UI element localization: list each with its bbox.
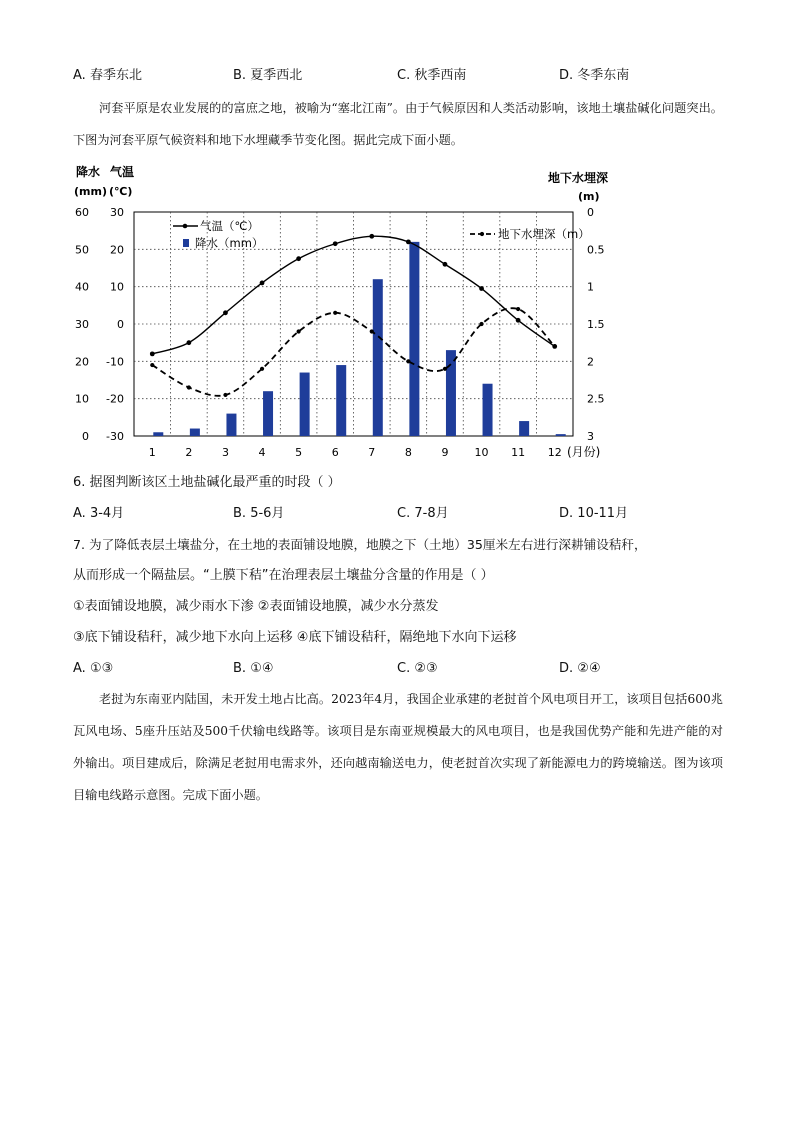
depth-tick-label: 0 <box>587 206 594 219</box>
q7-stem-line1: 7. 为了降低表层土壤盐分，在土地的表面铺设地膜，地膜之下（土地）35厘米左右进行深耕铺设秸秆， <box>73 537 647 552</box>
temperature-point <box>443 262 448 267</box>
depth-axis-title: 地下水埋深 <box>548 171 609 185</box>
precip-tick-label: 20 <box>75 355 89 369</box>
month-tick-label: 2 <box>185 446 193 458</box>
depth-tick-label: 1.5 <box>587 318 605 331</box>
legend-temp-label: 气温（℃） <box>200 219 259 233</box>
temperature-point <box>479 286 484 291</box>
precip-axis-title: 降水 <box>76 165 101 179</box>
precip-bar <box>556 434 566 436</box>
x-axis-unit: (月份) <box>567 445 601 458</box>
groundwater-point <box>370 329 374 333</box>
temperature-point <box>333 241 338 246</box>
temp-tick-label: -10 <box>106 355 124 369</box>
q6-option-a: A. 3-4月 <box>73 506 125 521</box>
temp-tick-label: 30 <box>110 206 124 219</box>
precip-bar <box>373 279 383 436</box>
temperature-point <box>260 281 265 286</box>
legend-precip-swatch <box>183 239 189 247</box>
month-tick-label: 10 <box>474 446 489 458</box>
depth-tick-label: 0.5 <box>587 243 605 257</box>
q5-option-a: A. 春季东北 <box>73 68 142 83</box>
q5-option-d: D. 冬季东南 <box>559 68 630 83</box>
precip-bar <box>263 391 273 436</box>
precip-tick-label: 50 <box>75 243 89 257</box>
q7-option-d: D. ②④ <box>559 661 601 676</box>
q6-option-d: D. 10-11月 <box>559 506 629 521</box>
groundwater-point <box>516 307 520 311</box>
passage-hetao: 河套平原是农业发展的的富庶之地，被喻为“塞北江南”。由于气候原因和人类活动影响，该地土壤盐碱化问题突出。下图为河套平原气候资料和地下水埋藏季节变化图。据此完成下面小题。 <box>73 101 723 147</box>
groundwater-point <box>406 359 410 363</box>
temp-tick-label: 10 <box>110 280 124 294</box>
month-tick-label: 1 <box>148 446 156 458</box>
precip-tick-label: 30 <box>75 318 89 331</box>
temp-tick-label: 20 <box>110 243 124 257</box>
precip-tick-label: 40 <box>75 280 89 294</box>
precip-bar <box>483 384 493 436</box>
groundwater-point <box>297 329 301 333</box>
passage-laos: 老挝为东南亚内陆国，未开发土地占比高。2023年4月，我国企业承建的老挝首个风电项目开工，该项目包括600兆瓦风电场、5座升压站及500千伏输电线路等。该项目是东南亚规模最大的风电项目，也是我国优势产能和先进产能的对外输出。项目建成后，除满足老挝用电需求外，还向越南输送电力，使老挝首次实现了新能源电力的跨境输送。图为该项目输电线路示意图。完成下面小题。 <box>73 692 723 802</box>
precip-axis-unit: (mm) <box>74 185 107 198</box>
month-tick-label: 6 <box>331 446 339 458</box>
temp-axis-title: 气温 <box>110 165 135 179</box>
month-tick-label: 11 <box>511 446 526 458</box>
precip-bar <box>336 365 346 436</box>
temperature-point <box>406 239 411 244</box>
climate-groundwater-chart <box>0 158 794 458</box>
precip-bar <box>226 414 236 436</box>
temperature-point <box>186 340 191 345</box>
month-tick-label: 12 <box>547 446 562 458</box>
q7-stem-line2: 从而形成一个隔盐层。“上膜下秸”在治理表层土壤盐分含量的作用是（ ） <box>73 568 494 583</box>
depth-tick-label: 1 <box>587 280 594 294</box>
depth-tick-label: 3 <box>587 430 594 443</box>
precip-bar <box>300 373 310 436</box>
depth-tick-label: 2 <box>587 355 594 369</box>
groundwater-point <box>260 367 264 371</box>
precip-tick-label: 0 <box>82 430 89 443</box>
q7-statements-line1: ①表面铺设地膜，减少雨水下渗 ②表面铺设地膜，减少水分蒸发 <box>73 599 439 614</box>
depth-tick-label: 2.5 <box>587 392 605 406</box>
month-tick-label: 8 <box>404 446 412 458</box>
precip-bar <box>446 350 456 436</box>
temp-axis-unit: (℃) <box>109 185 133 198</box>
month-tick-label: 3 <box>221 446 229 458</box>
q6-option-c: C. 7-8月 <box>397 506 449 521</box>
temperature-point <box>369 234 374 239</box>
month-tick-label: 9 <box>441 446 449 458</box>
q6-stem: 6. 据图判断该区土地盐碱化最严重的时段（ ） <box>73 475 341 490</box>
precip-tick-label: 10 <box>75 392 89 406</box>
groundwater-point <box>333 311 337 315</box>
temperature-point <box>516 318 521 323</box>
q7-statements-line2: ③底下铺设秸秆，减少地下水向上运移 ④底下铺设秸秆，隔绝地下水向下运移 <box>73 630 517 645</box>
month-tick-label: 4 <box>258 446 266 458</box>
temp-tick-label: -20 <box>106 392 124 406</box>
legend-groundwater-label: 地下水埋深（m） <box>498 227 590 241</box>
precip-bar <box>409 242 419 436</box>
legend-groundwater-marker <box>480 232 484 236</box>
temp-tick-label: -30 <box>106 430 124 443</box>
q6-option-b: B. 5-6月 <box>233 506 285 521</box>
groundwater-point <box>479 322 483 326</box>
temperature-point <box>296 256 301 261</box>
q5-option-c: C. 秋季西南 <box>397 68 467 83</box>
precip-tick-label: 60 <box>75 206 89 219</box>
groundwater-point <box>150 363 154 367</box>
precip-bar <box>153 432 163 436</box>
month-tick-label: 5 <box>295 446 303 458</box>
depth-axis-unit: (m) <box>578 190 600 203</box>
legend-temp-marker <box>183 224 188 229</box>
q5-option-b: B. 夏季西北 <box>233 68 303 83</box>
legend-precip-label: 降水（mm） <box>195 236 264 250</box>
groundwater-point <box>187 385 191 389</box>
groundwater-point <box>553 344 557 348</box>
temperature-point <box>150 351 155 356</box>
q7-option-b: B. ①④ <box>233 661 274 676</box>
precip-bar <box>519 421 529 436</box>
q7-option-c: C. ②③ <box>397 661 438 676</box>
temperature-point <box>223 310 228 315</box>
month-tick-label: 7 <box>368 446 376 458</box>
precip-bar <box>190 429 200 436</box>
groundwater-point <box>443 367 447 371</box>
q7-option-a: A. ①③ <box>73 661 114 676</box>
groundwater-point <box>223 393 227 397</box>
temp-tick-label: 0 <box>117 318 124 331</box>
